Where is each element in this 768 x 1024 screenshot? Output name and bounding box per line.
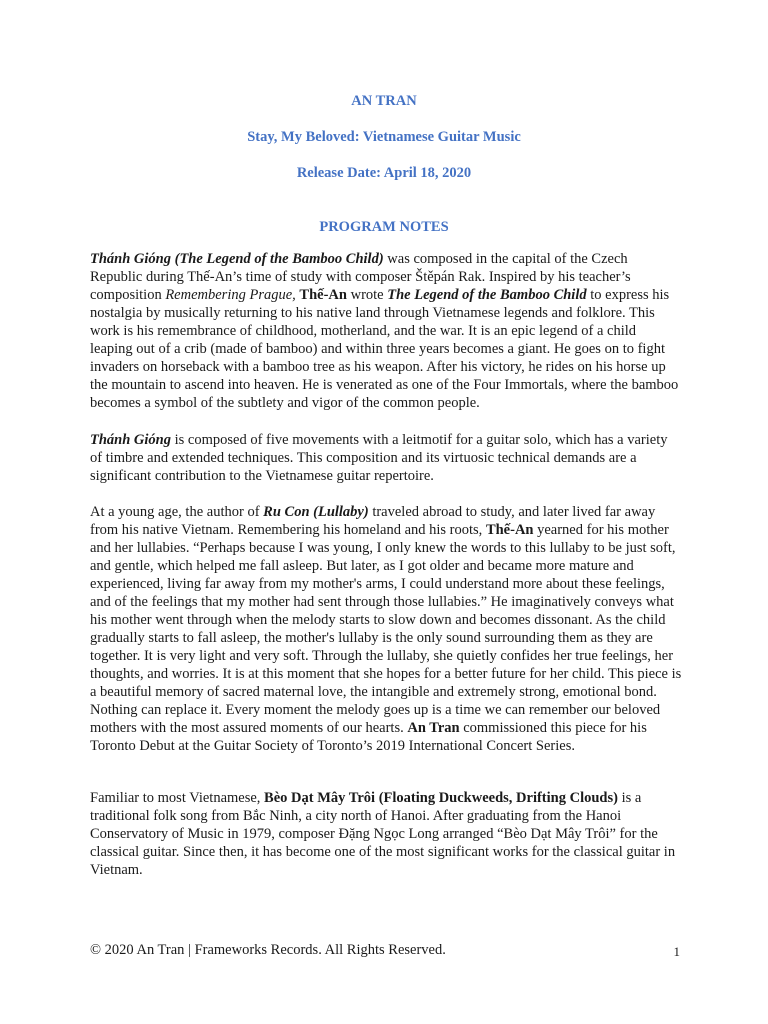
work-title: Thánh Gióng bbox=[90, 432, 171, 448]
paragraph-text: At a young age, the author of bbox=[90, 504, 264, 520]
album-title: Stay, My Beloved: Vietnamese Guitar Music bbox=[247, 129, 521, 145]
paragraph-beo-dat-may-troi bbox=[90, 789, 682, 879]
paragraph-text: to express his nostalgia by musically returning to his native land through Vietnamese legends and folklore. This work is his remembrance of childhood, motherland, and the war. It is an epic legend of a child leaping out of a crib (made of bamboo) and within three years becomes a giant. He goes on to fight invaders on horseback with a bamboo tree as his weapon. After his victory, he rides on his horse up the mountain to ascend into heaven. He is venerated as one of the Four Immortals, where the bamboo becomes a symbol of the subtlety and vigor of the common people. bbox=[90, 287, 679, 411]
paragraph-ru-con bbox=[90, 503, 682, 755]
paragraph-text: is a traditional folk song from Bắc Ninh, a city north of Hanoi. After graduating from the Hanoi Conservatory of Music in 1979, composer Đặng Ngọc Long arranged “Bèo Dạt Mây Trôi” for the classical guitar. Since then, it has become one of the most significant works for the classical guitar in Vietnam. bbox=[90, 790, 676, 878]
work-title: The Legend of the Bamboo Child bbox=[387, 287, 587, 303]
artist-name-inline: An Tran bbox=[407, 720, 460, 736]
paragraph-text: commissioned this piece for his Toronto Debut at the Guitar Society of Toronto’s 2019 International Concert Series. bbox=[90, 720, 647, 754]
artist-name: AN TRAN bbox=[351, 93, 417, 109]
work-title: Ru Con (Lullaby) bbox=[263, 504, 369, 520]
footer-copyright: © 2020 An Tran | Frameworks Records. All Rights Reserved. bbox=[90, 942, 446, 958]
paragraph-text: traveled abroad to study, and later lived far away from his native Vietnam. Remembering his homeland and his roots, bbox=[90, 504, 656, 538]
paragraph-thanh-giong-structure bbox=[90, 431, 682, 485]
work-title: Remembering Prague, bbox=[165, 287, 296, 303]
paragraph-text: wrote bbox=[346, 287, 388, 303]
composer-name: Thế-An bbox=[485, 522, 534, 538]
paragraph-text: yearned for his mother and her lullabies. “Perhaps because I was young, I only knew the words to this lullaby to be just soft, and gentle, which helped me fall asleep. But later, as I got older and became more mature and experienced, living far away from my mother's arms, I could understand more about these feelings, and of the feelings that my mother had sent through those lullabies.” He imaginatively conveys what his mother went through when the melody starts to slow down and becomes dissonant. As the child gradually starts to fall asleep, the mother's lullaby is the only sound surrounding them as they are together. It is very light and very soft. Through the lullaby, she quietly confides her true feelings, her thoughts, and worries. It is at this moment that she hopes for a better future for her child. This piece is a beautiful memory of sacred maternal love, the intangible and extremely strong, emotional bond. Nothing can replace it. Every moment the melody goes up is a time we can remember our beloved mothers with the most assured moments of our hearts. bbox=[90, 522, 682, 736]
paragraph-thanh-giong-intro bbox=[90, 250, 682, 412]
release-date: Release Date: April 18, 2020 bbox=[296, 165, 472, 181]
composer-name: Thế-An bbox=[299, 287, 347, 303]
page-number: 1 bbox=[673, 944, 680, 959]
paragraph-text: Familiar to most Vietnamese, bbox=[90, 790, 265, 806]
paragraph-text: is composed of five movements with a leitmotif for a guitar solo, which has a variety of timbre and extended techniques. This composition and its virtuosic technical demands are a significant contribution to the Vietnamese guitar repertoire. bbox=[90, 432, 668, 484]
paragraph-text: was composed in the capital of the Czech Republic during Thế-An’s time of study with composer Štěpán Rak. Inspired by his teacher’s composition bbox=[90, 251, 631, 303]
work-title: Bèo Dạt Mây Trôi (Floating Duckweeds, Drifting Clouds) bbox=[264, 790, 618, 806]
section-title: PROGRAM NOTES bbox=[319, 219, 449, 235]
work-title: Thánh Gióng (The Legend of the Bamboo Child) bbox=[90, 251, 384, 267]
